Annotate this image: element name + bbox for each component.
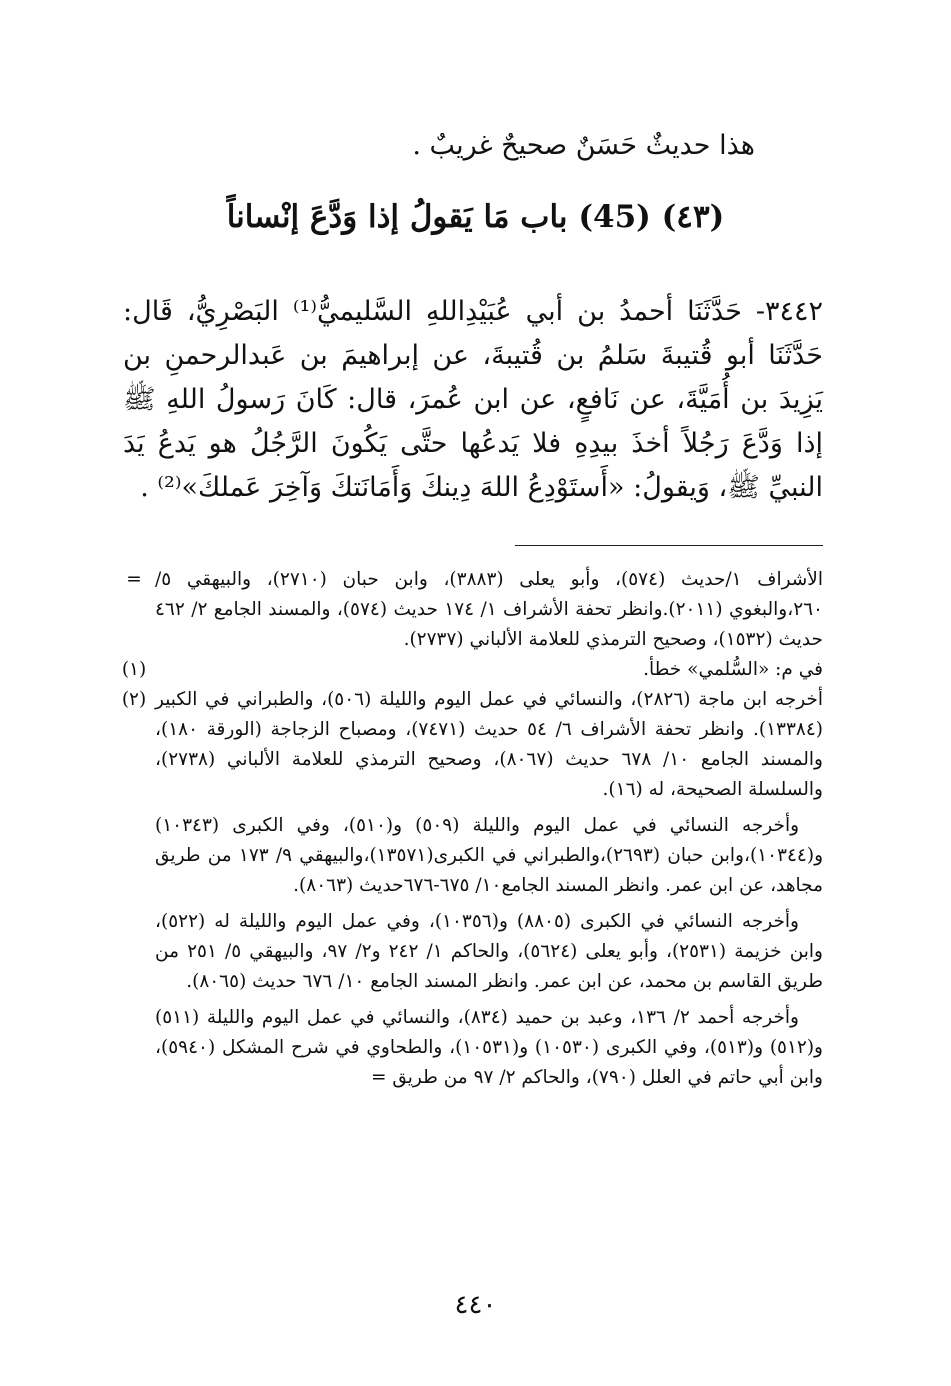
footnote-mark: (١) — [121, 659, 147, 680]
footnote-continuation — [113, 565, 823, 655]
page-number: ٤٤٠ — [454, 1290, 497, 1320]
footnote-text: في م: «السُّلمي» خطأ. — [643, 659, 823, 680]
paragraph-text: وأخرجه النسائي في الكبرى (٨٨٠٥) و(١٠٣٥٦)، وفي عمل اليوم والليلة له (٥٢٢)، وابن خزيمة (٢٥٣١)، وأبو يعلى (٥٦٢٤)، والحاكم ١/ ٢٤٢ و٢/ ٩٧، والبيهقي ٥/ ٢٥١ من طريق القاسم بن محمد، عن ابن عمر. وانظر المسند الجامع ١٠/ ٦٧٦ حديث (٨٠٦٥). — [155, 911, 823, 992]
footnote-paragraph — [113, 811, 823, 901]
footnotes-section — [113, 565, 823, 1093]
footnote-text: الأشراف ١/حديث (٥٧٤)، وأبو يعلى (٣٨٨٣)، وابن حبان (٢٧١٠)، والبيهقي ٥/ ٢٦٠،والبغوي (٢٠١١).وانظر تحفة الأشراف ١/ ١٧٤ حديث (٥٧٤)، والمسند الجامع ٢/ ٤٦٢ حديث (١٥٣٢)، وصحيح الترمذي للعلامة الألباني (٢٧٣٧). — [155, 569, 823, 650]
paragraph-text: وأخرجه أحمد ٢/ ١٣٦، وعبد بن حميد (٨٣٤)، والنسائي في عمل اليوم والليلة (٥١١) و(٥١٢) و(٥١٣)، وفي الكبرى (١٠٥٣٠) و(١٠٥٣١)، والطحاوي في شرح المشكل (٥٩٤٠)، وابن أبي حاتم في العلل (٧٩٠)، والحاكم ٢/ ٩٧ من طريق = — [155, 1007, 823, 1088]
paragraph-text: وأخرجه النسائي في عمل اليوم والليلة (٥٠٩) و(٥١٠)، وفي الكبرى (١٠٣٤٣) و(١٠٣٤٤)،وابن حبان (٢٦٩٣)،والطبراني في الكبرى(١٣٥٧١)،والبيهقي ٩/ ١٧٣ من طريق مجاهد، عن ابن عمر. وانظر المسند الجامع١٠/ ٦٧٥-٦٧٦حديث (٨٠٦٣). — [155, 815, 824, 896]
intro-line: هذا حديثٌ حَسَنٌ صحيحٌ غريبٌ . — [412, 130, 755, 161]
chapter-heading: (٤٣) (45) باب مَا يَقولُ إذا وَدَّعَ إنْساناً — [226, 199, 725, 235]
footnote-mark: = — [126, 569, 142, 590]
hadith-text: ٣٤٤٢- حَدَّثَنَا أحمدُ بن أبي عُبَيْدِاللهِ السَّليميُّ⁽¹⁾ البَصْرِيُّ، قَال: حَدَّثَنَا أبو قُتيبةَ سَلمُ بن قُتيبةَ، عن إبراهيمَ بن عَبدالرحمنِ بن يَزِيدَ بن أُمَيَّةَ، عن نَافعٍ، عن ابن عُمرَ، قال: كَانَ رَسولُ اللهِ ﷺ إذا وَدَّعَ رَجُلاً أخذَ بيدِهِ فلا يَدعُها حتَّى يَكُونَ الرَّجُلُ هو يَدعُ يَدَ النبيِّ ﷺ، وَيقولُ: «أَستَوْدِعُ اللهَ دِينكَ وَأَمَانَتكَ وَآخِرَ عَملكَ»⁽²⁾ . — [123, 296, 824, 503]
footnote-1 — [113, 655, 823, 685]
footnote-paragraph — [113, 1003, 823, 1093]
footnote-text: أخرجه ابن ماجة (٢٨٢٦)، والنسائي في عمل اليوم والليلة (٥٠٦)، والطبراني في الكبير (١٣٣٨٤). وانظر تحفة الأشراف ٦/ ٥٤ حديث (٧٤٧١)، ومصباح الزجاجة (الورقة ١٨٠)، والمسند الجامع ١٠/ ٦٧٨ حديث (٨٠٦٧)، وصحيح الترمذي للعلامة الألباني (٢٧٣٨)، والسلسلة الصحيحة، له (١٦). — [155, 689, 823, 800]
footnote-2 — [113, 685, 823, 805]
footnote-separator — [515, 545, 823, 546]
footnote-mark: (٢) — [121, 689, 147, 710]
footnote-paragraph — [113, 907, 823, 997]
